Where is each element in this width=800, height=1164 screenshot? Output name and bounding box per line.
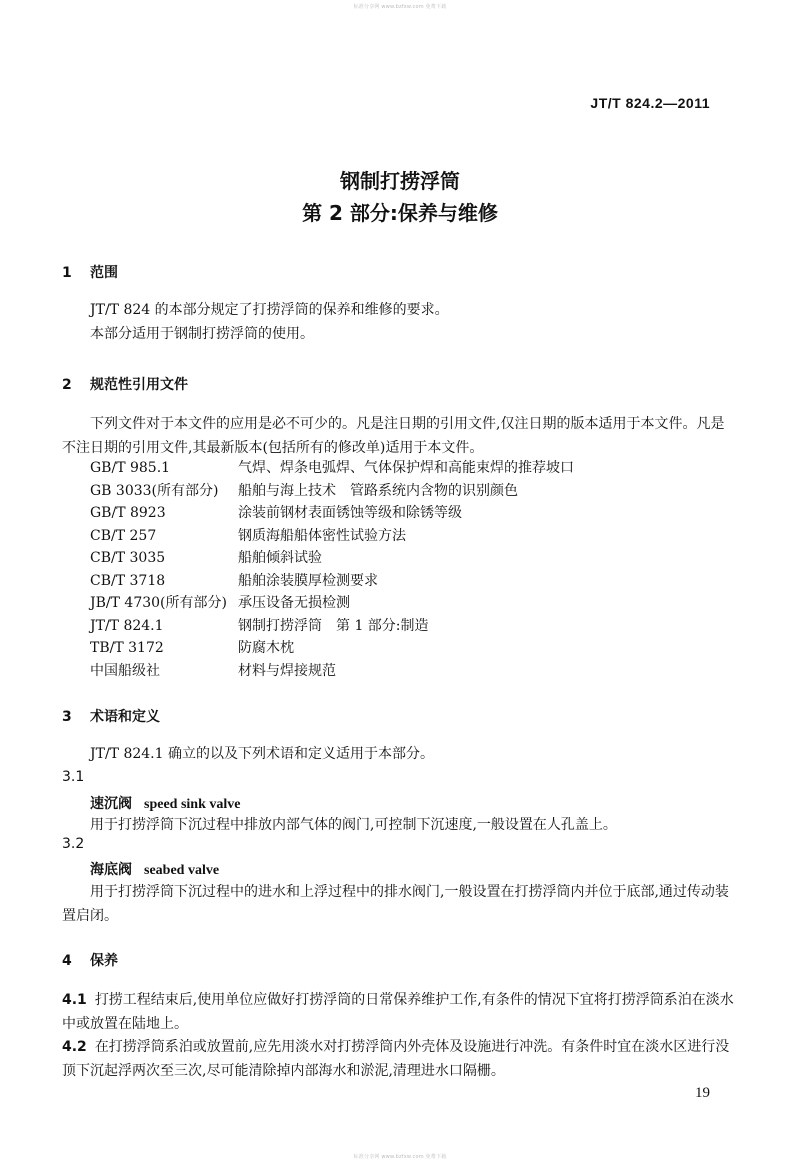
reference-item <box>90 615 574 638</box>
reference-item <box>90 570 574 593</box>
reference-code: GB/T 8923 <box>90 505 166 521</box>
term-number: 3.1 <box>62 769 85 785</box>
clause-number: 4.1 <box>62 992 87 1008</box>
term-zh: 速沉阀 <box>90 796 132 812</box>
section-title: 保养 <box>90 953 118 969</box>
paragraph: 下列文件对于本文件的应用是必不可少的。凡是注日期的引用文件,仅注日期的版本适用于本文件。凡是不注日期的引用文件,其最新版本(包括所有的修改单)适用于本文件。 <box>62 416 725 456</box>
reference-code: GB 3033(所有部分) <box>90 482 219 499</box>
reference-title: 钢制打捞浮筒 第 1 部分:制造 <box>238 617 429 634</box>
reference-item <box>90 547 574 570</box>
section-1-heading <box>62 262 118 282</box>
page-number: 19 <box>695 1085 710 1101</box>
section-number: 1 <box>62 265 72 281</box>
reference-code: GB/T 985.1 <box>90 460 171 476</box>
reference-list <box>90 457 574 682</box>
reference-item <box>90 480 574 503</box>
reference-item <box>90 502 574 525</box>
reference-title: 钢质海船船体密性试验方法 <box>238 527 406 544</box>
reference-title: 涂装前钢材表面锈蚀等级和除锈等级 <box>238 505 462 521</box>
reference-code: CB/T 3035 <box>90 550 166 566</box>
section-3-heading <box>62 706 160 726</box>
reference-code: CB/T 3718 <box>90 572 166 589</box>
clause-4-2 <box>62 1035 738 1083</box>
paragraph: JT/T 824 的本部分规定了打捞浮筒的保养和维修的要求。 <box>90 302 449 318</box>
document-title: 钢制打捞浮筒 <box>340 169 460 193</box>
standard-number: JT/T 824.2—2011 <box>590 95 710 111</box>
section-title: 术语和定义 <box>90 709 160 725</box>
section-title: 规范性引用文件 <box>90 377 188 393</box>
reference-title: 承压设备无损检测 <box>238 595 350 611</box>
document-subtitle: 第 2 部分:保养与维修 <box>302 201 498 225</box>
clause-4-1 <box>62 988 738 1036</box>
clause-number: 4.2 <box>62 1039 87 1055</box>
term-definition: 用于打捞浮筒下沉过程中的进水和上浮过程中的排水阀门,一般设置在打捞浮筒内并位于底部,通过传动装置启闭。 <box>62 884 729 924</box>
paragraph: JT/T 824.1 确立的以及下列术语和定义适用于本部分。 <box>90 746 434 762</box>
section-2-heading <box>62 374 188 394</box>
watermark-bottom: 标准分享网 www.bzfxw.com 免费下载 <box>353 1154 447 1160</box>
reference-item <box>90 457 574 480</box>
term-heading <box>90 859 219 879</box>
reference-title: 船舶与海上技术 管路系统内含物的识别颜色 <box>238 482 518 499</box>
clause-text: 在打捞浮筒系泊或放置前,应先用淡水对打捞浮筒内外壳体及设施进行冲洗。有条件时宜在淡水区进行没顶下沉起浮两次至三次,尽可能清除掉内部海水和淤泥,清理进水口隔栅。 <box>62 1039 730 1079</box>
reference-title: 船舶倾斜试验 <box>238 550 322 566</box>
term-en: seabed valve <box>144 863 220 878</box>
reference-title: 气焊、焊条电弧焊、气体保护焊和高能束焊的推荐坡口 <box>238 460 574 476</box>
reference-item <box>90 660 574 683</box>
reference-item <box>90 525 574 548</box>
reference-code: 中国船级社 <box>90 662 160 679</box>
section-number: 4 <box>62 953 72 969</box>
term-definition: 用于打捞浮筒下沉过程中排放内部气体的阀门,可控制下沉速度,一般设置在人孔盖上。 <box>90 817 617 833</box>
reference-title: 防腐木枕 <box>238 640 294 656</box>
section-number: 3 <box>62 709 72 725</box>
paragraph: 本部分适用于钢制打捞浮筒的使用。 <box>90 326 314 342</box>
reference-title: 船舶涂装膜厚检测要求 <box>238 572 378 589</box>
reference-code: TB/T 3172 <box>90 640 164 656</box>
term-en: speed sink valve <box>144 797 241 812</box>
clause-text: 打捞工程结束后,使用单位应做好打捞浮筒的日常保养维护工作,有条件的情况下宜将打捞浮筒系泊在淡水中或放置在陆地上。 <box>62 992 734 1032</box>
term-heading <box>90 793 240 813</box>
reference-code: JT/T 824.1 <box>90 617 164 634</box>
section-number: 2 <box>62 377 72 393</box>
term-number: 3.2 <box>62 836 85 852</box>
reference-code: JB/T 4730(所有部分) <box>90 595 227 611</box>
reference-title: 材料与焊接规范 <box>238 662 336 679</box>
term-zh: 海底阀 <box>90 862 132 878</box>
section-4-heading <box>62 950 118 970</box>
reference-code: CB/T 257 <box>90 527 157 544</box>
reference-item <box>90 637 574 660</box>
reference-item <box>90 592 574 615</box>
section-title: 范围 <box>90 265 118 281</box>
watermark-top: 标准分享网 www.bzfxw.com 免费下载 <box>353 4 447 10</box>
